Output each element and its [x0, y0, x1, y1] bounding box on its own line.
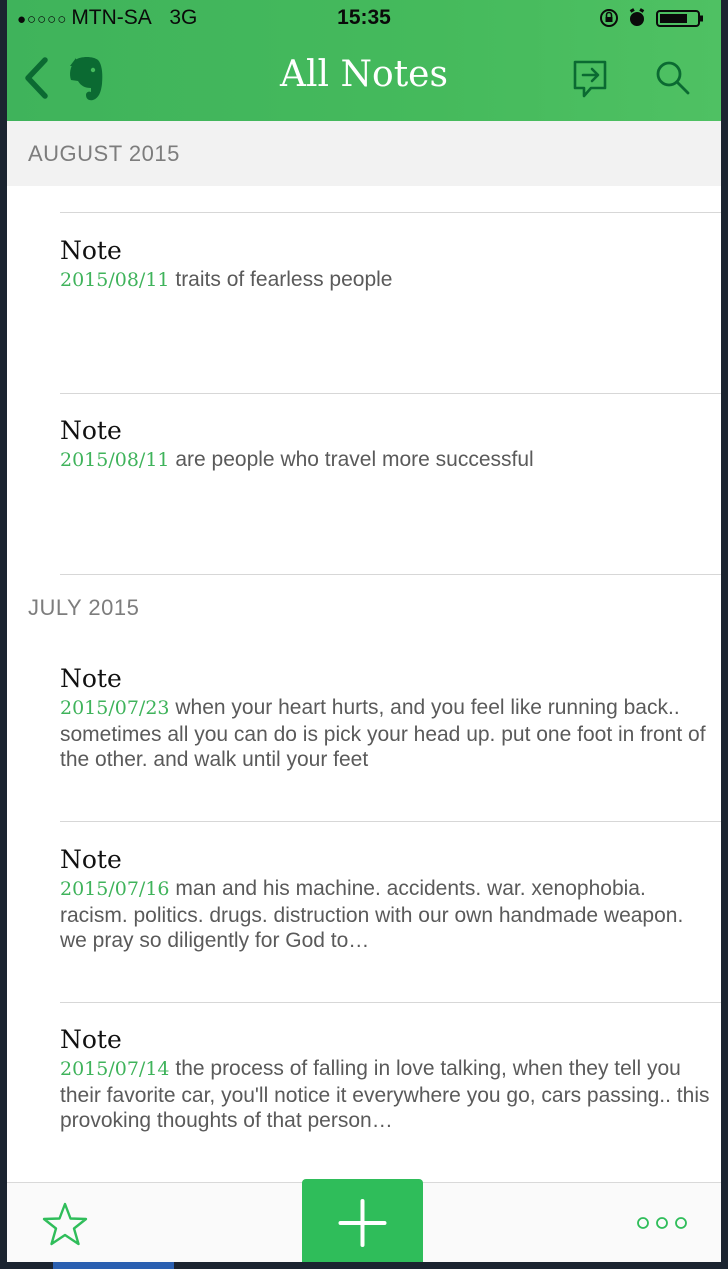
home-indicator	[53, 1262, 174, 1269]
carrier-name: MTN-SA	[71, 6, 152, 29]
navbar	[7, 36, 721, 121]
app-screen	[7, 0, 721, 1262]
status-icons	[599, 8, 709, 28]
more-dots-icon	[635, 1213, 689, 1233]
note-date: 2015/08/11	[60, 449, 170, 471]
note-snippet: are people who travel more successful	[175, 448, 534, 471]
note-item[interactable]	[60, 416, 710, 474]
note-title: Note	[60, 1025, 122, 1054]
app-header	[7, 0, 721, 121]
note-date: 2015/08/11	[60, 269, 170, 291]
more-button[interactable]	[635, 1213, 689, 1238]
note-title: Note	[60, 664, 122, 693]
share-note-icon	[571, 58, 611, 100]
shortcuts-button[interactable]	[41, 1201, 89, 1252]
note-item[interactable]	[60, 1025, 710, 1134]
note-item[interactable]	[60, 664, 710, 773]
page-title: All Notes	[280, 54, 448, 95]
section-label: JULY 2015	[28, 595, 140, 620]
section-header-august	[7, 121, 721, 186]
rotation-lock-icon	[601, 10, 617, 26]
note-date: 2015/07/23	[60, 697, 170, 719]
note-title: Note	[60, 845, 122, 874]
note-snippet: when your heart hurts, and you feel like running back.. sometimes all you can do is pick your head up. put one foot in front of the other. and walk until your feet	[60, 696, 706, 771]
search-button[interactable]	[653, 58, 693, 103]
status-bar	[7, 0, 721, 36]
note-title: Note	[60, 236, 122, 265]
star-icon	[41, 1201, 89, 1247]
note-preview	[60, 447, 710, 474]
section-label: AUGUST 2015	[28, 141, 180, 166]
section-header-july	[7, 575, 721, 635]
note-snippet: the process of falling in love talking, when they tell you their favorite car, you'll notice it everywhere you go, cars passing.. this provoking thoughts of that person…	[60, 1057, 710, 1132]
alarm-icon	[630, 8, 644, 26]
note-snippet: man and his machine. accidents. war. xenophobia. racism. politics. drugs. distruction with our own handmade weapon. we pray so diligently for God to…	[60, 877, 684, 952]
share-button[interactable]	[571, 58, 611, 105]
network-type: 3G	[169, 6, 198, 29]
divider	[60, 1002, 721, 1003]
note-preview	[60, 267, 710, 294]
note-item[interactable]	[60, 236, 710, 294]
note-preview	[60, 695, 710, 773]
signal-strength: ●○○○○	[17, 11, 68, 28]
status-right	[599, 8, 709, 28]
plus-icon	[302, 1179, 423, 1262]
note-date: 2015/07/14	[60, 1058, 170, 1080]
divider	[60, 393, 721, 394]
battery-icon	[657, 11, 703, 26]
note-snippet: traits of fearless people	[175, 268, 393, 291]
divider	[60, 212, 721, 213]
search-icon	[653, 58, 693, 98]
note-date: 2015/07/16	[60, 878, 170, 900]
status-time: 15:35	[337, 6, 391, 29]
divider	[60, 821, 721, 822]
note-title: Note	[60, 416, 122, 445]
note-item[interactable]	[60, 845, 710, 954]
bottom-toolbar	[7, 1182, 721, 1262]
new-note-button[interactable]	[302, 1179, 423, 1262]
note-preview	[60, 1056, 710, 1134]
note-preview	[60, 876, 710, 954]
